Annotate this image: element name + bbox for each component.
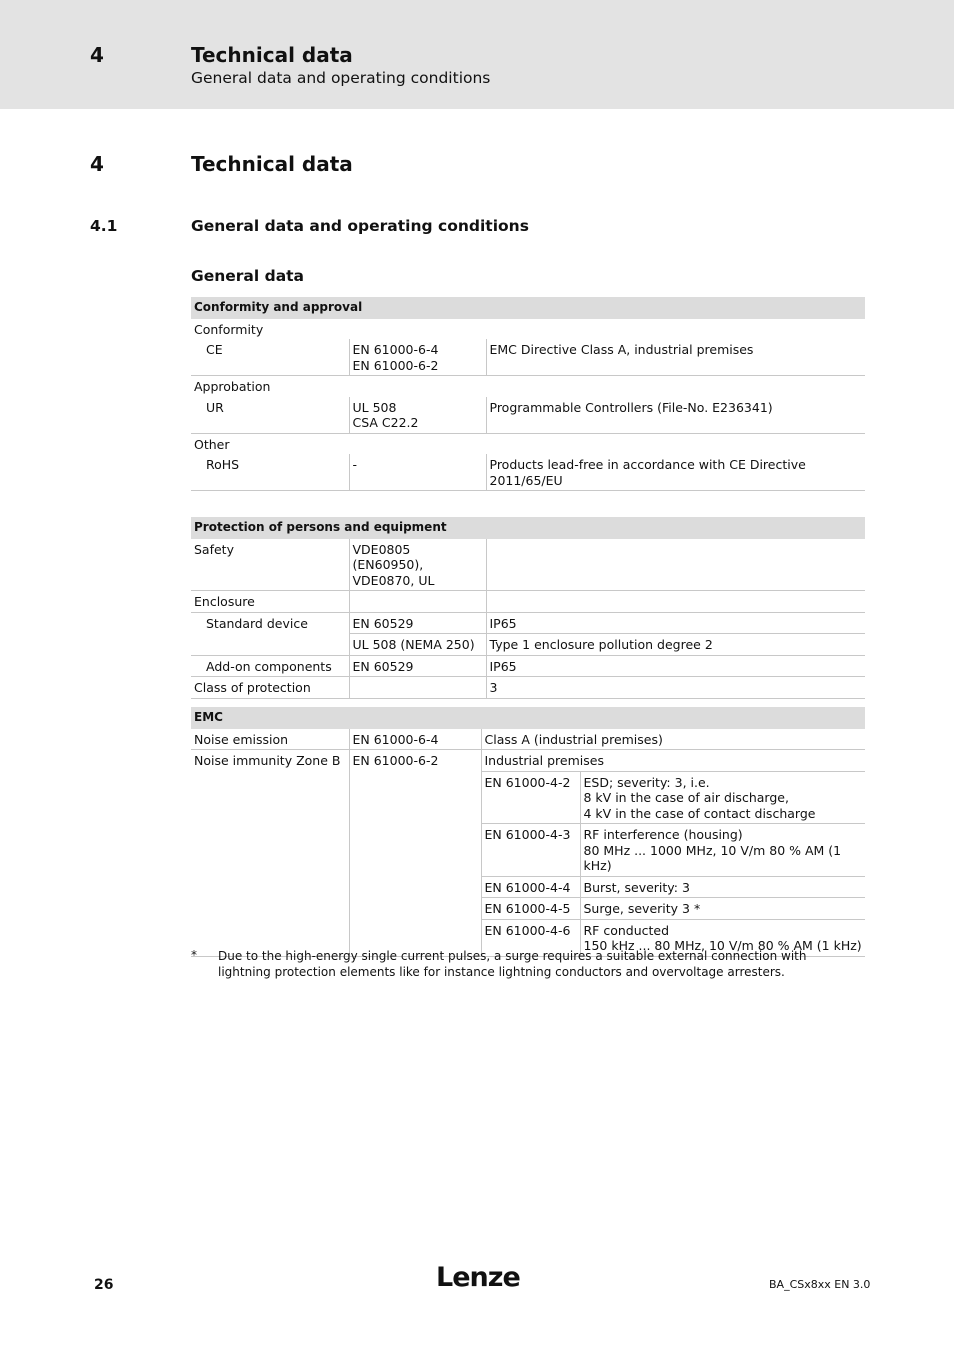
noise-emission-standard: EN 61000-6-4 xyxy=(349,729,481,750)
page-header xyxy=(0,0,954,109)
table-row xyxy=(191,612,865,634)
rohs-standard: - xyxy=(349,454,486,491)
safety-label: Safety xyxy=(191,539,349,591)
group-row xyxy=(191,376,865,397)
emc-table xyxy=(191,707,865,957)
immunity-line: 8 kV in the case of air discharge, xyxy=(583,790,789,805)
table-row xyxy=(191,729,865,750)
table-caption: EMC xyxy=(191,707,865,729)
safety-standards xyxy=(349,539,486,591)
noise-emission-value: Class A (industrial premises) xyxy=(481,729,865,750)
group-label-other: Other xyxy=(194,436,230,452)
group-row xyxy=(191,319,865,340)
ur-standard-2: CSA C22.2 xyxy=(352,415,419,430)
enclosure-value-empty xyxy=(486,591,865,613)
heading2-number: 4.1 xyxy=(90,217,118,235)
immunity-standard-4-6: EN 61000-4-6 xyxy=(481,919,580,956)
addon-label: Add-on components xyxy=(191,655,349,677)
table-row xyxy=(191,454,865,491)
ur-standard-1: UL 508 xyxy=(352,399,397,415)
ce-standard-1: EN 61000-6-4 xyxy=(352,342,439,357)
standard-device-label: Standard device xyxy=(206,615,308,631)
immunity-value-4-4: Burst, severity: 3 xyxy=(580,876,865,898)
ce-label: CE xyxy=(191,339,349,376)
enclosure-label: Enclosure xyxy=(191,591,349,613)
class-of-protection-standard-empty xyxy=(349,677,486,699)
ur-description: Programmable Controllers (File-No. E236341) xyxy=(486,397,865,434)
heading2-title: General data and operating conditions xyxy=(191,217,529,235)
table-row xyxy=(191,655,865,677)
immunity-standard-4-5: EN 61000-4-5 xyxy=(481,898,580,920)
ce-description: EMC Directive Class A, industrial premises xyxy=(486,339,865,376)
safety-standard-2: VDE0870, UL xyxy=(352,572,435,588)
rohs-description xyxy=(486,454,865,491)
group-label-approbation: Approbation xyxy=(194,379,271,394)
rohs-description-1: Products lead-free in accordance with CE Directive xyxy=(489,457,806,472)
table-row xyxy=(191,591,865,613)
immunity-line: 80 MHz ... 1000 MHz, 10 V/m 80 % AM (1 kHz) xyxy=(583,842,842,873)
class-of-protection-label: Class of protection xyxy=(191,677,349,699)
immunity-line: 150 kHz ... 80 MHz, 10 V/m 80 % AM (1 kHz) xyxy=(583,938,862,953)
table-row xyxy=(191,634,865,656)
ce-standard-2: EN 61000-6-2 xyxy=(352,357,439,373)
group-label-conformity: Conformity xyxy=(194,321,264,337)
ce-standards xyxy=(349,339,486,376)
protection-table xyxy=(191,517,865,699)
immunity-standard-4-4: EN 61000-4-4 xyxy=(481,876,580,898)
immunity-value-4-2 xyxy=(580,771,865,824)
table-row xyxy=(191,677,865,699)
table-caption: Conformity and approval xyxy=(191,297,865,319)
group-row xyxy=(191,433,865,454)
ur-label: UR xyxy=(191,397,349,434)
noise-immunity-label: Noise immunity Zone B xyxy=(191,750,349,957)
immunity-standard-4-2: EN 61000-4-2 xyxy=(481,771,580,824)
standard-device-value-a: IP65 xyxy=(486,612,865,634)
table-row xyxy=(191,397,865,434)
footnote-text: Due to the high-energy single current pulses, a surge requires a suitable external connection with lightning protection elements like for instance lightning conductors and overvoltage arresters. xyxy=(218,949,807,979)
safety-value xyxy=(486,539,865,591)
safety-standard-1: VDE0805 (EN60950), xyxy=(352,541,424,572)
header-section-subtitle: General data and operating conditions xyxy=(191,69,491,87)
immunity-line: ESD; severity: 3, i.e. xyxy=(583,774,710,790)
rohs-label: RoHS xyxy=(191,454,349,491)
addon-standard: EN 60529 xyxy=(349,655,486,677)
heading3-title: General data xyxy=(191,267,305,285)
table-row xyxy=(191,339,865,376)
immunity-line: 4 kV in the case of contact discharge xyxy=(583,805,816,821)
immunity-line: RF conducted xyxy=(583,922,670,938)
table-caption-row xyxy=(191,297,865,319)
ur-standards xyxy=(349,397,486,434)
table-caption-row xyxy=(191,517,865,539)
table-caption-row xyxy=(191,707,865,729)
page-number: 26 xyxy=(94,1277,114,1293)
noise-emission-label: Noise emission xyxy=(191,729,349,750)
immunity-value-4-5: Surge, severity 3 * xyxy=(580,898,865,920)
heading1-title: Technical data xyxy=(191,152,353,176)
immunity-value-4-3 xyxy=(580,824,865,877)
document-code: BA_CSx8xx EN 3.0 xyxy=(769,1278,871,1291)
noise-immunity-value: Industrial premises xyxy=(481,750,865,772)
standard-device-label-continued xyxy=(191,634,349,656)
table-caption: Protection of persons and equipment xyxy=(191,517,865,539)
standard-device-standard-a: EN 60529 xyxy=(349,612,486,634)
addon-value: IP65 xyxy=(486,655,865,677)
header-chapter-title: Technical data xyxy=(191,43,353,67)
footnote-mark: * xyxy=(191,948,197,962)
heading1-number: 4 xyxy=(90,152,104,176)
noise-immunity-standard: EN 61000-6-2 xyxy=(349,750,481,957)
immunity-line: RF interference (housing) xyxy=(583,827,743,842)
table-row xyxy=(191,750,865,772)
conformity-table xyxy=(191,297,865,491)
standard-device-standard-b: UL 508 (NEMA 250) xyxy=(349,634,486,656)
immunity-standard-4-3: EN 61000-4-3 xyxy=(481,824,580,877)
table-row xyxy=(191,539,865,591)
class-of-protection-value: 3 xyxy=(486,677,865,699)
enclosure-standard-empty xyxy=(349,591,486,613)
lenze-logo: Lenze xyxy=(436,1262,520,1293)
standard-device-value-b: Type 1 enclosure pollution degree 2 xyxy=(486,634,865,656)
rohs-description-2: 2011/65/EU xyxy=(489,472,563,488)
header-chapter-number: 4 xyxy=(90,43,104,67)
